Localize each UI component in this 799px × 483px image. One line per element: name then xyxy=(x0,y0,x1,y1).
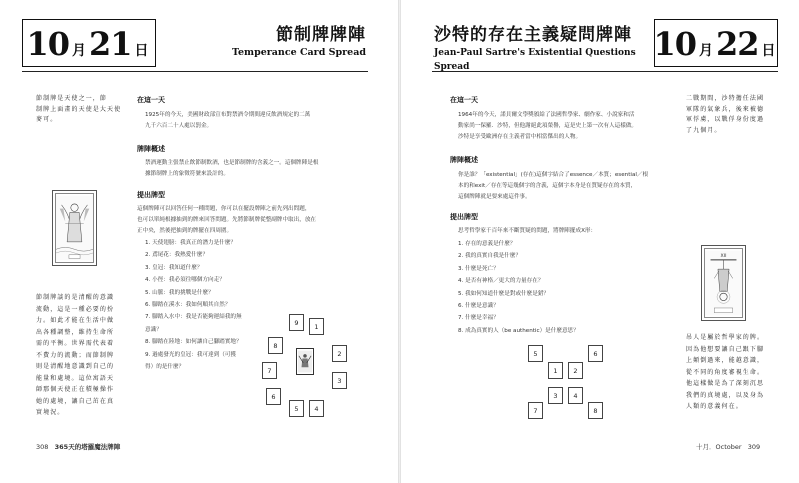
page-title xyxy=(160,24,366,60)
list-item: 4. 是否有神格／更大的力量存在？ xyxy=(458,278,544,285)
footer-month: 十月．October xyxy=(696,443,742,451)
title-en: Jean-Paul Sartre's Existential Questions Spread xyxy=(434,48,636,72)
temperance-card-image xyxy=(52,190,97,266)
text-line: 1964年的今天，諾貝爾文學獎頒給了法國哲學家、劇作家、小說家和活 xyxy=(458,112,635,118)
overview-text xyxy=(145,158,373,180)
side-line: 吊人是屬於哲學家的牌。 xyxy=(686,334,765,341)
text-line: 動家尚一保羅．沙特，但他謝絕此項榮譽，這是史上第一次有人這樣做。 xyxy=(458,123,638,129)
spread-position: 3 xyxy=(332,372,347,389)
side-line: 出各種調整，維持生命所 xyxy=(36,328,115,336)
text-line: 你是誰？「existential」(存在)這個字結合了essence／本質；esential／根 xyxy=(458,172,649,178)
side-line: 人類的意義何在。 xyxy=(686,403,743,410)
page-title xyxy=(434,24,660,74)
spread-position: 3 xyxy=(548,387,563,404)
side-line: 則是清醒地意識到自己的 xyxy=(36,363,115,370)
side-line: 能量和處境。這位寓語天 xyxy=(36,374,115,382)
side-line: 流動，這是一種必要的扮 xyxy=(36,305,115,313)
side-line: 軍隊的氣象兵，後來被德 xyxy=(686,105,765,113)
spread-position: 2 xyxy=(568,362,583,379)
text-line: 九千六百二十人處以罰金。 xyxy=(145,123,213,129)
date-day: 22 xyxy=(716,25,759,63)
section-heading: 牌陣概述 xyxy=(450,156,478,164)
day-unit: 日 xyxy=(134,43,149,59)
text-line: 據節制牌上的象徵符號來設計的。 xyxy=(145,171,229,177)
spread-position: 9 xyxy=(289,314,304,331)
list-item: 3. 什麼是死亡？ xyxy=(458,265,499,272)
list-item: 1. 存在的意義是什麼？ xyxy=(458,241,516,247)
month-unit: 月 xyxy=(699,43,713,59)
question-text xyxy=(137,204,373,237)
side-line: 師那個天使正在積極操作 xyxy=(36,386,115,393)
list-item: 3. 皇冠：我知道什麼？ xyxy=(145,264,203,271)
section-heading: 牌陣概述 xyxy=(137,145,165,153)
spread-position: 6 xyxy=(588,345,603,362)
hanged-man-card-image xyxy=(701,245,746,321)
header-rule xyxy=(22,71,368,72)
side-note-bottom xyxy=(686,332,778,413)
text-line: 也可以單純根據抽到的牌來回答問題。先將節制牌從整副牌中取出，放在 xyxy=(137,217,317,223)
list-item: 2. 我的真實自我是什麼？ xyxy=(458,253,522,260)
book-title: 365天的塔羅魔法牌陣 xyxy=(54,443,121,451)
side-note-top xyxy=(686,94,778,136)
text-line: 1925年的今天，美國財政部宣布對禁酒令期間違反飲酒規定的二萬 xyxy=(145,112,311,118)
question-list xyxy=(458,238,674,337)
spread-position: 1 xyxy=(309,318,324,335)
day-unit: 日 xyxy=(761,43,776,59)
spread-position: 5 xyxy=(528,345,543,362)
side-line: 軍俘虜，以戰俘身份度過 xyxy=(686,116,765,123)
svg-text:XII: XII xyxy=(720,254,727,260)
spread-position: 7 xyxy=(528,402,543,419)
side-line: 了九個月。 xyxy=(686,126,722,134)
list-item: 9. 過處發光的皇冠：我可達到（可獲 xyxy=(145,351,237,358)
today-text xyxy=(458,110,674,143)
text-line: 思考哲學家千百年來不斷質疑的問題，將牌陣擺成X形： xyxy=(458,228,597,234)
spread-position: 4 xyxy=(568,387,583,404)
section-heading: 提出牌型 xyxy=(450,213,478,221)
list-item: 5. 我如何知道什麼是對或什麼是錯？ xyxy=(458,290,550,297)
side-line: 他這樣做是為了深刻沉思 xyxy=(686,380,765,387)
list-item: 意識？ xyxy=(145,326,162,333)
text-line: 正中央，然後把抽到的牌擺在四周圍。 xyxy=(137,228,233,234)
side-line: 實境況。 xyxy=(36,409,65,416)
side-line: 二戰期間，沙特擔任法國 xyxy=(686,95,765,102)
spread-position: 8 xyxy=(588,402,603,419)
text-line: 禁酒運動主張禁止飲節制飲酒，也是節制牌的含義之一。這個牌陣是根 xyxy=(145,160,319,166)
spread-position: 2 xyxy=(332,345,347,362)
list-item: 7. 腳踏入水中：我是否能夠運結我的無 xyxy=(145,314,242,321)
spread-position: 1 xyxy=(548,362,563,379)
page-number: 308 xyxy=(36,443,49,451)
spread-position: 6 xyxy=(266,388,281,405)
hanged-man-illustration-icon xyxy=(704,248,743,318)
list-item: 7. 什麼是幸福？ xyxy=(458,315,499,322)
text-line: 沙特是享受歐洲存在主義者當中相當傑出的人物。 xyxy=(458,134,582,140)
header-rule xyxy=(432,71,778,72)
side-line: 不費力的流動；而節制牌 xyxy=(36,351,115,359)
text-line: 本的和exit／存在等這幾個字的含義，這個字本身是在質疑存在的本質， xyxy=(458,183,637,189)
list-item: 8. 成為真實的人（be authentic）是什麼意思？ xyxy=(458,327,579,334)
side-line: 我們的真境處，以及身為 xyxy=(686,391,765,399)
title-zh: 節制牌牌陣 xyxy=(276,25,366,45)
spread-position: 4 xyxy=(309,400,324,417)
list-item: 4. 小徑：我必須往哪個方向走？ xyxy=(145,277,225,284)
spread-position: 7 xyxy=(262,362,277,379)
center-temperance-card xyxy=(296,348,314,375)
spread-position: 8 xyxy=(268,337,283,354)
list-item: 6. 什麼是意識？ xyxy=(458,303,499,310)
footer xyxy=(36,442,120,451)
side-line: 節制牌是天使之一，節 xyxy=(36,95,108,102)
side-line: 麥可。 xyxy=(36,116,58,123)
list-item: 5. 山脈：我的挑戰是什麼？ xyxy=(145,289,214,296)
list-item: 6. 腳踏在溪水：我如何順其自然？ xyxy=(145,302,231,309)
side-line: 因為他想要讓自己跟下腳 xyxy=(686,345,765,353)
side-line: 從不同的角度審視生命。 xyxy=(686,368,765,376)
section-heading: 在這一天 xyxy=(450,96,478,104)
side-line: 她的處境，讓自己茁在真 xyxy=(36,397,115,405)
section-heading: 提出牌型 xyxy=(137,191,165,199)
side-line: 節制牌談的是清醒的意識 xyxy=(36,294,115,301)
side-line: 力。如此才能在生活中做 xyxy=(36,317,115,324)
list-item: 1. 天使翅膀：我真正的潛力是什麼？ xyxy=(145,240,237,246)
footer xyxy=(696,442,760,451)
date-month: 10 xyxy=(653,25,696,63)
overview-text xyxy=(458,170,674,203)
spread-position: 5 xyxy=(289,400,304,417)
title-en: Temperance Card Spread xyxy=(232,47,366,58)
month-unit: 月 xyxy=(72,43,86,59)
today-text xyxy=(145,110,373,132)
section-heading: 在這一天 xyxy=(137,96,165,104)
side-note-bottom xyxy=(36,292,124,419)
page-number: 309 xyxy=(747,443,761,451)
side-line: 需的平衡。世界需代表着 xyxy=(36,340,115,347)
side-line: 制牌上面畫的天使是大天使 xyxy=(36,105,122,113)
list-item: 2. 鳶尾花：我熱愛什麼？ xyxy=(145,252,209,259)
list-item: 得）的是什麼？ xyxy=(145,364,185,371)
angel-illustration-icon xyxy=(55,193,94,263)
left-page xyxy=(0,0,399,483)
question-text xyxy=(458,226,674,237)
side-note-top xyxy=(36,94,124,126)
date-month: 10 xyxy=(26,25,69,63)
right-page xyxy=(400,0,799,483)
title-zh: 沙特的存在主義疑問牌陣 xyxy=(434,25,632,45)
date-box xyxy=(654,19,778,67)
text-line: 這個牌陣就是要來處這件事。 xyxy=(458,194,531,200)
date-box xyxy=(22,19,156,67)
date-day: 21 xyxy=(89,25,132,63)
list-item: 8. 腳踏在陸地：如何讓自己腳踏實地？ xyxy=(145,339,242,346)
angel-mini-icon xyxy=(298,350,312,373)
text-line: 這個牌陣可以回答任何一種問題，你可以在擺設牌陣之前先列出問題， xyxy=(137,206,311,212)
side-line: 上顛倒過來，能越意識， xyxy=(686,357,765,364)
